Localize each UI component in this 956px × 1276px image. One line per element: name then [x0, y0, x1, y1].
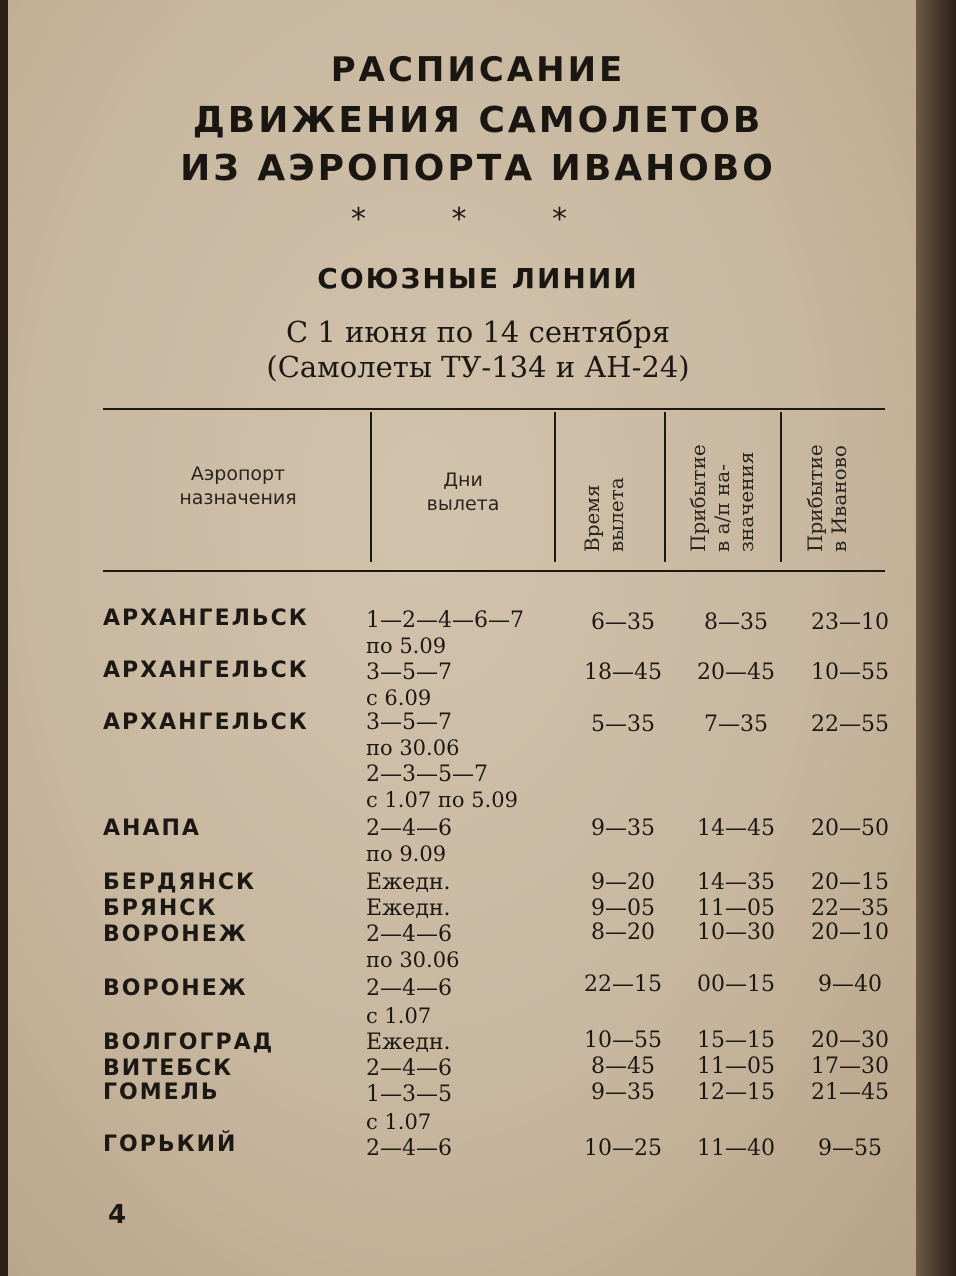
row-city: БРЯНСК	[103, 896, 218, 921]
row-city: ВОРОНЕЖ	[103, 976, 248, 1001]
header-arrival-destination	[686, 444, 758, 552]
row-city: АРХАНГЕЛЬСК	[103, 606, 309, 631]
table-top-rule	[103, 408, 885, 410]
row-arrival-time: 14—35	[697, 870, 775, 895]
aircraft-text: (Самолеты ТУ-134 и АН-24)	[266, 350, 690, 384]
row-city: ГОРЬКИЙ	[103, 1132, 238, 1157]
row-days: 2—4—6	[366, 1136, 452, 1161]
header-arrival-destination-line1: Прибытие	[686, 444, 710, 552]
row-note: с 6.09	[366, 686, 432, 710]
header-arrival-destination-line3: значения	[734, 451, 758, 552]
row-departure-time: 9—35	[591, 1080, 655, 1105]
header-airport-line2: назначения	[179, 487, 297, 509]
row-days: 3—5—7	[366, 660, 452, 685]
row-city: ВОЛГОГРАД	[103, 1030, 275, 1055]
row-departure-time: 6—35	[591, 610, 655, 635]
row-arrival-time: 00—15	[697, 972, 775, 997]
row-departure-time: 18—45	[584, 660, 662, 685]
row-departure-time: 5—35	[591, 712, 655, 737]
row-city: АНАПА	[103, 816, 201, 841]
row-days: 2—4—6	[366, 816, 452, 841]
row-note: по 5.09	[366, 634, 447, 658]
title-line-3: ИЗ АЭРОПОРТА ИВАНОВО	[180, 148, 776, 189]
column-divider	[664, 412, 666, 562]
row-arrival-time: 11—40	[697, 1136, 775, 1161]
row-return-time: 20—30	[811, 1028, 889, 1053]
row-return-time: 21—45	[811, 1080, 889, 1105]
header-arrival-ivanovo-line2: в Иваново	[827, 445, 851, 552]
row-days: Ежедн.	[366, 870, 451, 895]
row-city: ГОМЕЛЬ	[103, 1080, 220, 1105]
title-line-1: РАСПИСАНИЕ	[330, 50, 626, 90]
row-days: Ежедн.	[366, 896, 451, 921]
page-number: 4	[108, 1200, 127, 1230]
row-return-time: 10—55	[811, 660, 889, 685]
header-departure-line1: Время	[580, 484, 604, 552]
row-return-time: 9—40	[818, 972, 882, 997]
section-title: СОЮЗНЫЕ ЛИНИИ	[317, 262, 639, 295]
row-arrival-time: 8—35	[704, 610, 768, 635]
row-city: АРХАНГЕЛЬСК	[103, 658, 309, 683]
header-days-line2: вылета	[426, 493, 500, 515]
row-return-time: 20—15	[811, 870, 889, 895]
row-note: с 1.07	[366, 1110, 432, 1134]
title-line-2: ДВИЖЕНИЯ САМОЛЕТОВ	[192, 100, 764, 141]
row-days-secondary: 2—3—5—7	[366, 762, 488, 787]
row-days: 2—4—6	[366, 1056, 452, 1081]
row-departure-time: 10—25	[584, 1136, 662, 1161]
header-days-line1: Дни	[443, 469, 483, 491]
row-arrival-time: 20—45	[697, 660, 775, 685]
book-edge	[916, 0, 956, 1276]
row-city: БЕРДЯНСК	[103, 870, 256, 895]
row-return-time: 20—50	[811, 816, 889, 841]
row-return-time: 9—55	[818, 1136, 882, 1161]
row-city: ВИТЕБСК	[103, 1056, 234, 1081]
row-note: по 9.09	[366, 842, 447, 866]
row-return-time: 22—55	[811, 712, 889, 737]
column-divider	[780, 412, 782, 562]
separator-stars: * * *	[350, 202, 606, 237]
row-arrival-time: 12—15	[697, 1080, 775, 1105]
row-city: ВОРОНЕЖ	[103, 922, 248, 947]
row-note: по 30.06	[366, 948, 460, 972]
row-arrival-time: 11—05	[697, 896, 775, 921]
row-city: АРХАНГЕЛЬСК	[103, 710, 309, 735]
header-airport	[128, 462, 348, 510]
column-divider	[554, 412, 556, 562]
row-departure-time: 9—05	[591, 896, 655, 921]
row-departure-time: 9—35	[591, 816, 655, 841]
row-arrival-time: 14—45	[697, 816, 775, 841]
row-note: с 1.07	[366, 1004, 432, 1028]
row-return-time: 23—10	[811, 610, 889, 635]
row-note-secondary: с 1.07 по 5.09	[366, 788, 518, 812]
header-arrival-ivanovo-line1: Прибытие	[803, 444, 827, 552]
header-days	[388, 468, 538, 516]
row-arrival-time: 10—30	[697, 920, 775, 945]
header-arrival-ivanovo	[803, 444, 851, 552]
row-note: по 30.06	[366, 736, 460, 760]
row-days: 1—2—4—6—7	[366, 608, 524, 633]
header-departure-line2: вылета	[604, 477, 628, 552]
header-airport-line1: Аэропорт	[190, 463, 286, 485]
book-page	[8, 0, 928, 1276]
table-header-rule	[103, 570, 885, 572]
row-departure-time: 8—45	[591, 1054, 655, 1079]
row-departure-time: 22—15	[584, 972, 662, 997]
row-departure-time: 10—55	[584, 1028, 662, 1053]
row-days: Ежедн.	[366, 1030, 451, 1055]
row-days: 3—5—7	[366, 710, 452, 735]
row-arrival-time: 15—15	[697, 1028, 775, 1053]
row-departure-time: 8—20	[591, 920, 655, 945]
period-text: С 1 июня по 14 сентября	[285, 315, 670, 349]
row-return-time: 20—10	[811, 920, 889, 945]
header-arrival-destination-line2: в а/п на-	[710, 464, 734, 552]
row-days: 1—3—5	[366, 1082, 452, 1107]
header-departure	[580, 477, 628, 552]
row-days: 2—4—6	[366, 922, 452, 947]
row-days: 2—4—6	[366, 976, 452, 1001]
row-return-time: 17—30	[811, 1054, 889, 1079]
column-divider	[370, 412, 372, 562]
row-arrival-time: 11—05	[697, 1054, 775, 1079]
row-return-time: 22—35	[811, 896, 889, 921]
row-departure-time: 9—20	[591, 870, 655, 895]
row-arrival-time: 7—35	[704, 712, 768, 737]
